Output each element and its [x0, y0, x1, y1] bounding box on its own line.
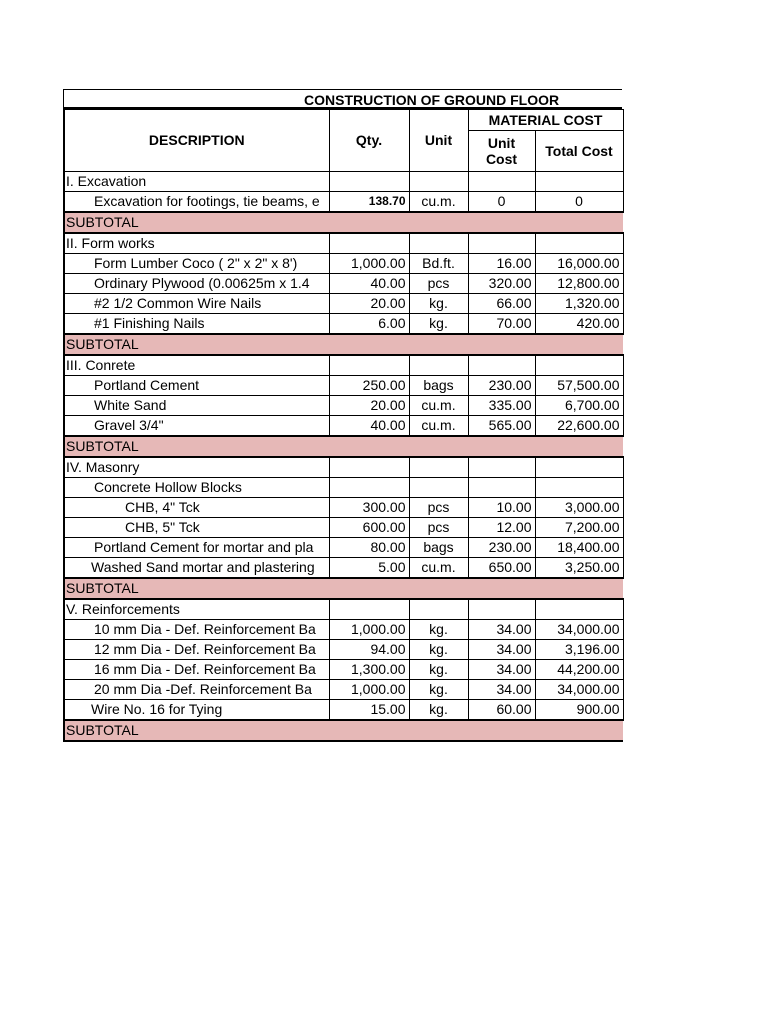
- subtotal-empty-cell: [468, 212, 535, 233]
- empty-cell: [329, 599, 409, 620]
- item-total-cost: 12,800.00: [535, 274, 623, 294]
- subtotal-empty-cell: [329, 578, 409, 599]
- item-description: Gravel 3/4": [64, 416, 329, 437]
- subtotal-row: [64, 578, 623, 599]
- table-row: [64, 620, 623, 640]
- item-unit: kg.: [409, 640, 468, 660]
- sheet-title-row: [63, 89, 622, 109]
- item-description: Portland Cement for mortar and pla: [64, 538, 329, 558]
- subtotal-empty-cell: [409, 334, 468, 355]
- item-unit-cost: 650.00: [468, 558, 535, 579]
- item-description: Excavation for footings, tie beams, e: [64, 192, 329, 213]
- item-qty: 20.00: [329, 294, 409, 314]
- cost-table: [63, 109, 624, 742]
- item-total-cost: [535, 478, 623, 498]
- item-qty: 250.00: [329, 376, 409, 396]
- section-heading-row: [64, 233, 623, 254]
- item-qty: 40.00: [329, 274, 409, 294]
- table-row: [64, 478, 623, 498]
- section-heading-row: [64, 355, 623, 376]
- subtotal-empty-cell: [468, 334, 535, 355]
- table-row: [64, 700, 623, 721]
- item-unit-cost: 34.00: [468, 660, 535, 680]
- header-unit-cost: Unit Cost: [468, 131, 535, 172]
- item-qty: 1,000.00: [329, 680, 409, 700]
- section-heading-row: [64, 599, 623, 620]
- table-row: [64, 192, 623, 213]
- item-qty: [329, 478, 409, 498]
- item-description: 12 mm Dia - Def. Reinforcement Ba: [64, 640, 329, 660]
- item-unit-cost: [468, 478, 535, 498]
- empty-cell: [468, 599, 535, 620]
- empty-cell: [409, 599, 468, 620]
- item-unit: cu.m.: [409, 192, 468, 213]
- item-qty: 40.00: [329, 416, 409, 437]
- table-row: [64, 416, 623, 437]
- item-unit: kg.: [409, 294, 468, 314]
- item-unit: kg.: [409, 700, 468, 721]
- item-unit: Bd.ft.: [409, 254, 468, 274]
- subtotal-label: SUBTOTAL: [64, 212, 329, 233]
- item-unit-cost: 34.00: [468, 620, 535, 640]
- item-unit: cu.m.: [409, 396, 468, 416]
- empty-cell: [468, 233, 535, 254]
- item-qty: 138.70: [329, 192, 409, 213]
- subtotal-row: [64, 436, 623, 457]
- subtotal-empty-cell: [535, 436, 623, 457]
- table-row: [64, 274, 623, 294]
- empty-cell: [535, 355, 623, 376]
- table-row: [64, 518, 623, 538]
- item-unit-cost: 12.00: [468, 518, 535, 538]
- subtotal-empty-cell: [329, 720, 409, 741]
- item-unit-cost: 60.00: [468, 700, 535, 721]
- item-description: 10 mm Dia - Def. Reinforcement Ba: [64, 620, 329, 640]
- item-unit-cost: 70.00: [468, 314, 535, 335]
- subtotal-empty-cell: [535, 578, 623, 599]
- subtotal-row: [64, 212, 623, 233]
- item-unit-cost: 335.00: [468, 396, 535, 416]
- item-description: Concrete Hollow Blocks: [64, 478, 329, 498]
- table-row: [64, 680, 623, 700]
- item-description: #2 1/2 Common Wire Nails: [64, 294, 329, 314]
- item-qty: 1,300.00: [329, 660, 409, 680]
- subtotal-empty-cell: [409, 720, 468, 741]
- table-row: [64, 538, 623, 558]
- item-unit-cost: 10.00: [468, 498, 535, 518]
- item-unit: kg.: [409, 660, 468, 680]
- item-unit-cost: 320.00: [468, 274, 535, 294]
- item-total-cost: 18,400.00: [535, 538, 623, 558]
- subtotal-empty-cell: [409, 212, 468, 233]
- item-unit-cost: 230.00: [468, 538, 535, 558]
- header-unit: Unit: [409, 110, 468, 172]
- item-unit-cost: 565.00: [468, 416, 535, 437]
- table-row: [64, 660, 623, 680]
- item-total-cost: 16,000.00: [535, 254, 623, 274]
- item-total-cost: 420.00: [535, 314, 623, 335]
- subtotal-label: SUBTOTAL: [64, 578, 329, 599]
- item-unit: bags: [409, 538, 468, 558]
- item-total-cost: 3,000.00: [535, 498, 623, 518]
- subtotal-empty-cell: [329, 436, 409, 457]
- item-qty: 300.00: [329, 498, 409, 518]
- item-unit-cost: 34.00: [468, 680, 535, 700]
- item-qty: 94.00: [329, 640, 409, 660]
- item-description: Wire No. 16 for Tying: [64, 700, 329, 721]
- item-unit-cost: 34.00: [468, 640, 535, 660]
- item-description: CHB, 5" Tck: [64, 518, 329, 538]
- table-row: [64, 640, 623, 660]
- item-qty: 1,000.00: [329, 254, 409, 274]
- subtotal-label: SUBTOTAL: [64, 334, 329, 355]
- header-qty: Qty.: [329, 110, 409, 172]
- item-description: #1 Finishing Nails: [64, 314, 329, 335]
- item-description: 20 mm Dia -Def. Reinforcement Ba: [64, 680, 329, 700]
- subtotal-empty-cell: [468, 578, 535, 599]
- subtotal-empty-cell: [329, 212, 409, 233]
- empty-cell: [535, 233, 623, 254]
- item-total-cost: 22,600.00: [535, 416, 623, 437]
- item-qty: 6.00: [329, 314, 409, 335]
- item-description: Washed Sand mortar and plastering: [64, 558, 329, 579]
- subtotal-empty-cell: [535, 720, 623, 741]
- item-description: Portland Cement: [64, 376, 329, 396]
- sheet-title: CONSTRUCTION OF GROUND FLOOR: [304, 92, 560, 108]
- item-unit: kg.: [409, 620, 468, 640]
- item-qty: 80.00: [329, 538, 409, 558]
- subtotal-empty-cell: [468, 436, 535, 457]
- empty-cell: [409, 233, 468, 254]
- item-unit: kg.: [409, 314, 468, 335]
- subtotal-empty-cell: [409, 578, 468, 599]
- cost-table-body: [64, 172, 623, 742]
- item-qty: 5.00: [329, 558, 409, 579]
- section-heading: III. Conrete: [64, 355, 329, 376]
- empty-cell: [329, 457, 409, 478]
- item-total-cost: 900.00: [535, 700, 623, 721]
- subtotal-empty-cell: [535, 334, 623, 355]
- item-unit: pcs: [409, 498, 468, 518]
- item-qty: 600.00: [329, 518, 409, 538]
- item-unit-cost: 66.00: [468, 294, 535, 314]
- section-heading-row: [64, 172, 623, 192]
- empty-cell: [329, 172, 409, 192]
- empty-cell: [468, 457, 535, 478]
- subtotal-row: [64, 720, 623, 741]
- item-unit-cost: 0: [468, 192, 535, 213]
- empty-cell: [329, 233, 409, 254]
- table-row: [64, 376, 623, 396]
- empty-cell: [409, 355, 468, 376]
- item-total-cost: 3,250.00: [535, 558, 623, 579]
- item-description: Form Lumber Coco ( 2" x 2" x 8'): [64, 254, 329, 274]
- table-row: [64, 396, 623, 416]
- item-unit-cost: 16.00: [468, 254, 535, 274]
- item-description: 16 mm Dia - Def. Reinforcement Ba: [64, 660, 329, 680]
- item-unit: [409, 478, 468, 498]
- item-description: CHB, 4" Tck: [64, 498, 329, 518]
- table-row: [64, 558, 623, 579]
- section-heading-row: [64, 457, 623, 478]
- subtotal-empty-cell: [409, 436, 468, 457]
- item-unit-cost: 230.00: [468, 376, 535, 396]
- item-total-cost: 6,700.00: [535, 396, 623, 416]
- section-heading: II. Form works: [64, 233, 329, 254]
- header-material-cost: MATERIAL COST: [468, 110, 623, 131]
- subtotal-label: SUBTOTAL: [64, 436, 329, 457]
- empty-cell: [329, 355, 409, 376]
- item-qty: 20.00: [329, 396, 409, 416]
- empty-cell: [409, 457, 468, 478]
- item-qty: 15.00: [329, 700, 409, 721]
- empty-cell: [468, 172, 535, 192]
- item-unit: bags: [409, 376, 468, 396]
- item-unit: pcs: [409, 518, 468, 538]
- item-total-cost: 34,000.00: [535, 680, 623, 700]
- empty-cell: [409, 172, 468, 192]
- subtotal-row: [64, 334, 623, 355]
- cost-sheet: [63, 89, 622, 742]
- item-unit: cu.m.: [409, 416, 468, 437]
- subtotal-empty-cell: [468, 720, 535, 741]
- empty-cell: [468, 355, 535, 376]
- item-description: Ordinary Plywood (0.00625m x 1.4: [64, 274, 329, 294]
- item-unit: cu.m.: [409, 558, 468, 579]
- item-description: White Sand: [64, 396, 329, 416]
- header-description: DESCRIPTION: [64, 110, 329, 172]
- table-row: [64, 314, 623, 335]
- item-total-cost: 3,196.00: [535, 640, 623, 660]
- item-total-cost: 44,200.00: [535, 660, 623, 680]
- item-total-cost: 0: [535, 192, 623, 213]
- item-qty: 1,000.00: [329, 620, 409, 640]
- table-row: [64, 294, 623, 314]
- item-total-cost: 57,500.00: [535, 376, 623, 396]
- subtotal-empty-cell: [329, 334, 409, 355]
- item-total-cost: 1,320.00: [535, 294, 623, 314]
- subtotal-label: SUBTOTAL: [64, 720, 329, 741]
- header-total-cost: Total Cost: [535, 131, 623, 172]
- empty-cell: [535, 457, 623, 478]
- item-total-cost: 34,000.00: [535, 620, 623, 640]
- table-row: [64, 254, 623, 274]
- item-total-cost: 7,200.00: [535, 518, 623, 538]
- table-row: [64, 498, 623, 518]
- item-unit: kg.: [409, 680, 468, 700]
- section-heading: I. Excavation: [64, 172, 329, 192]
- empty-cell: [535, 599, 623, 620]
- section-heading: IV. Masonry: [64, 457, 329, 478]
- empty-cell: [535, 172, 623, 192]
- item-unit: pcs: [409, 274, 468, 294]
- subtotal-empty-cell: [535, 212, 623, 233]
- section-heading: V. Reinforcements: [64, 599, 329, 620]
